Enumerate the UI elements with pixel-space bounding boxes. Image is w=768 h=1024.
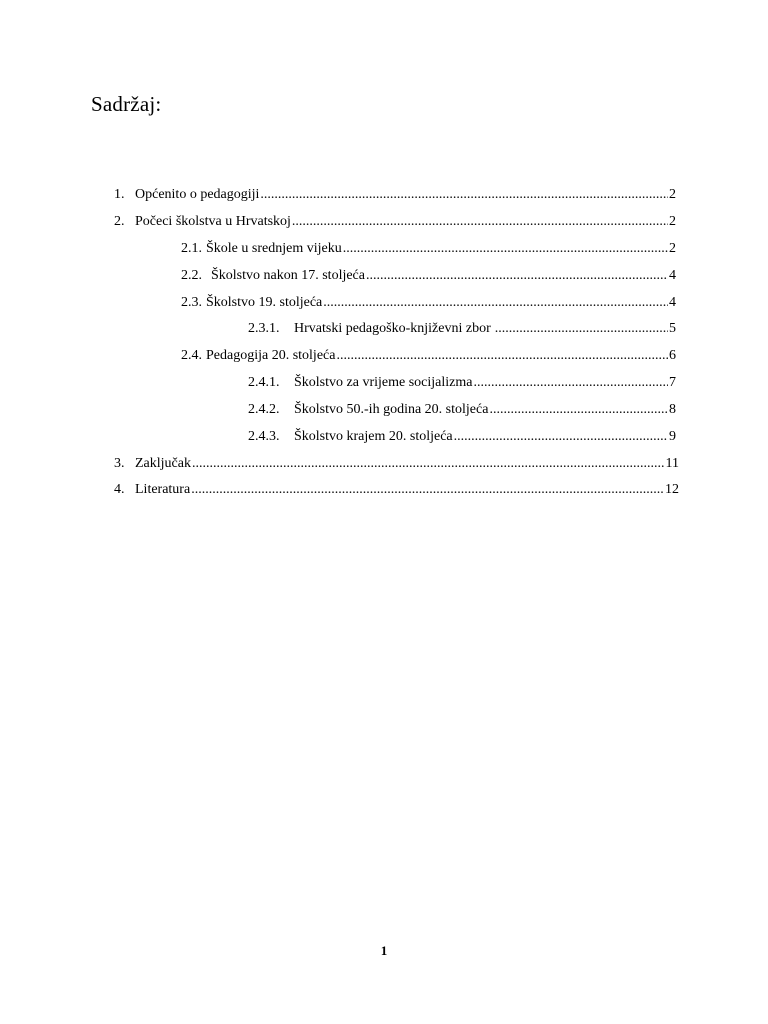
toc-entry-number: 1.	[114, 187, 125, 202]
toc-entry-number: 2.4.3.	[248, 429, 280, 444]
toc-entry[interactable]	[248, 320, 676, 338]
toc-entry-title: Školstvo krajem 20. stoljeća	[294, 429, 453, 444]
toc-entry[interactable]	[248, 401, 676, 419]
toc-entry-number: 4.	[114, 482, 125, 497]
toc-entry[interactable]	[248, 374, 676, 392]
toc-leader-dots	[292, 213, 668, 231]
toc-entry-title: Hrvatski pedagoško-književni zbor	[294, 321, 491, 336]
toc-entry-page: 9	[669, 429, 676, 444]
toc-leader-dots	[473, 374, 668, 392]
toc-entry-number: 2.	[114, 214, 125, 229]
page-number: 1	[380, 943, 388, 958]
page-title: Sadržaj:	[91, 92, 162, 116]
toc-entry-title: Školstvo 50.-ih godina 20. stoljeća	[294, 402, 489, 417]
toc-leader-dots	[260, 186, 668, 204]
toc-entry-page: 6	[669, 348, 676, 363]
toc-entry-title: Školstvo za vrijeme socijalizma	[294, 375, 473, 390]
toc-entry-number: 3.	[114, 456, 125, 471]
toc-leader-dots	[343, 240, 668, 258]
toc-entry-page: 4	[669, 268, 676, 283]
toc-leader-dots	[336, 347, 668, 365]
toc-entry-title: Školstvo 19. stoljeća	[206, 295, 323, 310]
toc-entry-title: Literatura	[135, 482, 191, 497]
toc-entry-number: 2.2.	[181, 268, 202, 283]
toc-entry-title: Općenito o pedagogiji	[135, 187, 260, 202]
toc-entry-page: 12	[665, 482, 679, 497]
toc-entry-number: 2.4.	[181, 348, 202, 363]
toc-leader-dots	[489, 401, 668, 419]
toc-entry-page: 2	[669, 241, 676, 256]
toc-entry[interactable]	[248, 428, 676, 446]
toc-entry[interactable]	[181, 347, 676, 365]
toc-entry-number: 2.1.	[181, 241, 202, 256]
toc-entry[interactable]	[181, 240, 676, 258]
toc-entry[interactable]	[114, 455, 679, 473]
toc-entry-page: 4	[669, 295, 676, 310]
toc-entry-number: 2.3.	[181, 295, 202, 310]
toc-leader-dots	[366, 267, 668, 285]
toc-entry-page: 7	[669, 375, 676, 390]
toc-leader-dots	[495, 320, 668, 338]
toc-entry-page: 2	[669, 214, 676, 229]
toc-entry-number: 2.3.1.	[248, 321, 280, 336]
toc-entry-number: 2.4.1.	[248, 375, 280, 390]
toc-entry-page: 8	[669, 402, 676, 417]
toc-leader-dots	[454, 428, 668, 446]
toc-entry-title: Zaključak	[135, 456, 191, 471]
toc-leader-dots	[192, 455, 665, 473]
toc-entry-title: Počeci školstva u Hrvatskoj	[135, 214, 291, 229]
toc-entry-number: 2.4.2.	[248, 402, 280, 417]
toc-entry-page: 11	[665, 456, 679, 471]
toc-entry[interactable]	[181, 267, 676, 285]
toc-entry[interactable]	[114, 213, 676, 231]
toc-entry-page: 2	[669, 187, 676, 202]
toc-entry-title: Školstvo nakon 17. stoljeća	[211, 268, 365, 283]
toc-entry[interactable]	[181, 294, 676, 312]
toc-leader-dots	[191, 481, 664, 499]
toc-entry-title: Pedagogija 20. stoljeća	[206, 348, 336, 363]
toc-leader-dots	[323, 294, 668, 312]
toc-entry-page: 5	[669, 321, 676, 336]
toc-entry[interactable]	[114, 481, 679, 499]
toc-entry-title: Škole u srednjem vijeku	[206, 241, 342, 256]
toc-entry[interactable]	[114, 186, 676, 204]
